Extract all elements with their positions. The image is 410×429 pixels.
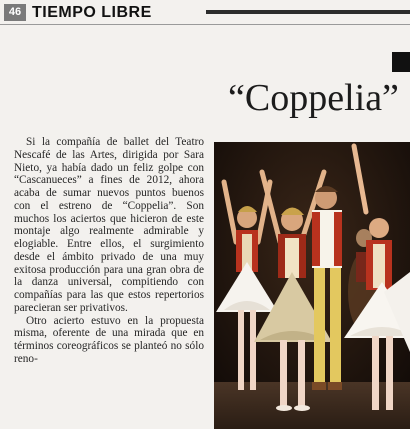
header-divider [0, 24, 410, 25]
article-paragraph-1: Si la compañía de ballet del Teatro Nescafé de las Artes, dirigida por Sara Nieto, ya había dado un feliz golpe con “Cascanueces” a fines de 2012, ahora acaba de sumar nuevos puntos buenos con el estreno de “Coppelia”. Son muchos los aciertos que hicieron de este montaje algo realmente admirable y elogiable. Entre ellos, el surgimiento desde el ámbito privado de una muy exitosa producción para una gran obra de la danza universal, compitiendo con compañías para las que estos repertorios parecieran ser privativos. [14, 136, 204, 314]
section-rule [206, 10, 410, 14]
article-headline: “Coppelia” [228, 77, 399, 119]
article-body [14, 136, 204, 366]
article-paragraph-2: Otro acierto estuvo en la propuesta misma, oferente de una mirada que en términos coreográficos se planteó no sólo reno- [14, 314, 204, 365]
section-title: TIEMPO LIBRE [32, 4, 152, 21]
page-number: 46 [4, 4, 26, 21]
ballet-dancers-photo [214, 142, 410, 429]
black-box-ornament [392, 52, 410, 72]
